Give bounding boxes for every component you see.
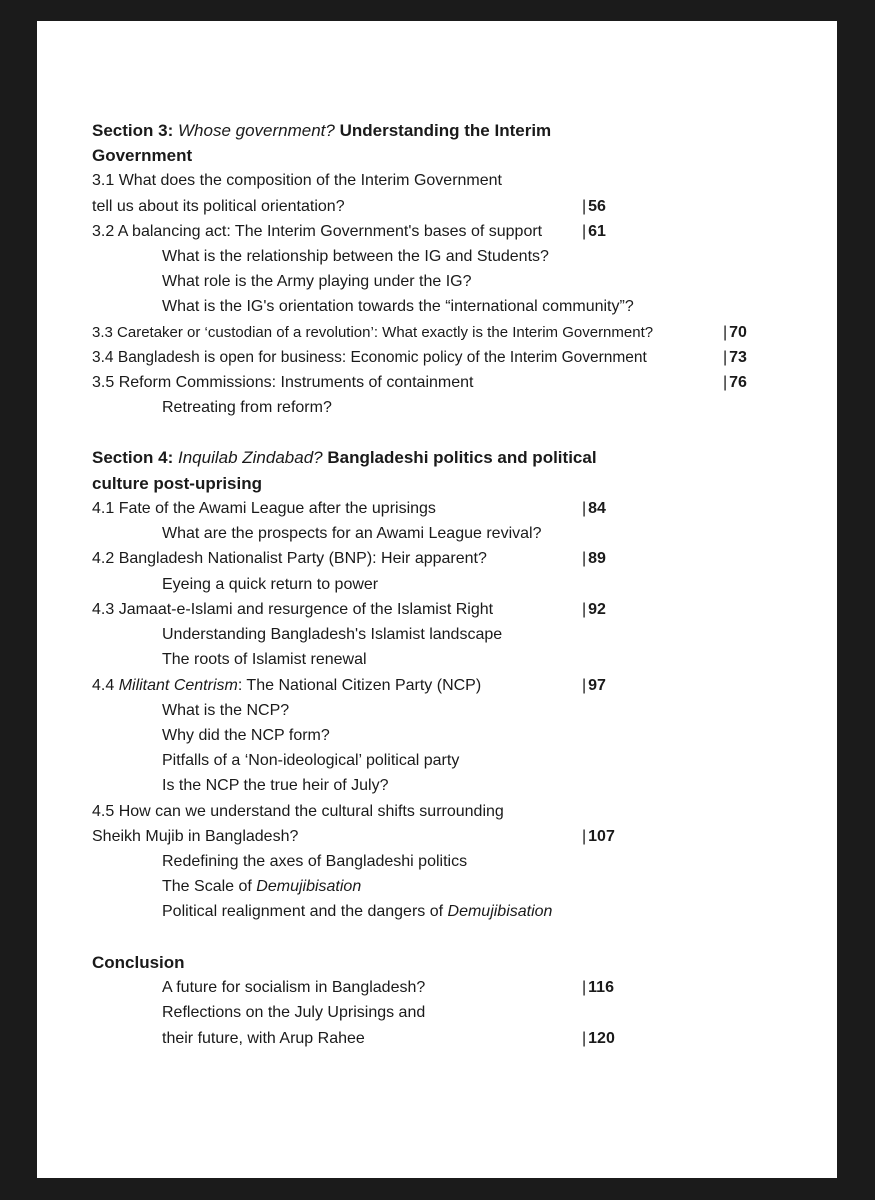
page-mark: | (723, 324, 728, 341)
page-number-3-5 (723, 370, 747, 395)
toc-entry-4-4 (92, 673, 481, 698)
page-mark: | (723, 349, 728, 366)
page-number-3-3 (723, 320, 747, 345)
entry-italic: Militant Centrism (118, 677, 238, 694)
toc-entry-conclusion-2: Reflections on the July Uprisings and (162, 1004, 426, 1021)
page-number-value: 70 (729, 324, 747, 341)
toc-sub-entry: Redefining the axes of Bangladeshi politics (162, 853, 468, 870)
toc-sub-entry: Is the NCP the true heir of July? (162, 777, 389, 794)
toc-sub-entry: What role is the Army playing under the IG? (162, 273, 472, 290)
page-number-value: 120 (588, 1030, 615, 1047)
toc-sub-entry (162, 899, 552, 924)
page-number-value: 92 (588, 601, 606, 618)
toc-entry-4-5-cont: Sheikh Mujib in Bangladesh? (92, 828, 299, 845)
section4-label: Section 4: (92, 448, 174, 467)
page-number-3-1 (582, 194, 606, 219)
document-page (37, 21, 837, 1178)
page-mark: | (582, 828, 587, 845)
page-number-value: 76 (729, 374, 747, 391)
section4-heading-line2: culture post-uprising (92, 474, 262, 493)
toc-sub-entry: What is the NCP? (162, 702, 290, 719)
page-mark: | (582, 500, 587, 517)
page-number-value: 89 (588, 550, 606, 567)
table-of-contents (37, 21, 837, 1178)
sub-entry-text: The Scale of (162, 878, 257, 895)
toc-sub-entry: Understanding Bangladesh's Islamist landscape (162, 626, 503, 643)
toc-entry-3-4: 3.4 Bangladesh is open for business: Economic policy of the Interim Government (92, 349, 647, 366)
page-mark: | (582, 677, 587, 694)
toc-entry-3-1-cont: tell us about its political orientation? (92, 198, 345, 215)
page-number-value: 84 (588, 500, 606, 517)
page-mark: | (723, 374, 728, 391)
page-mark: | (582, 198, 587, 215)
toc-entry-4-5: 4.5 How can we understand the cultural shifts surrounding (92, 803, 504, 820)
toc-entry-3-2: 3.2 A balancing act: The Interim Government's bases of support (92, 223, 543, 240)
sub-entry-italic: Demujibisation (256, 878, 362, 895)
toc-entry-3-3: 3.3 Caretaker or ‘custodian of a revolution’: What exactly is the Interim Government? (92, 324, 654, 341)
section3-heading-line2: Government (92, 146, 193, 165)
page-mark: | (582, 601, 587, 618)
page-number-value: 61 (588, 223, 606, 240)
section3-heading (92, 118, 551, 143)
sub-entry-text: Political realignment and the dangers of (162, 903, 448, 920)
toc-entry-3-1: 3.1 What does the composition of the Interim Government (92, 172, 502, 189)
entry-rest: : The National Citizen Party (NCP) (237, 677, 482, 694)
toc-sub-entry: Retreating from reform? (162, 399, 332, 416)
toc-sub-entry: Why did the NCP form? (162, 727, 330, 744)
page-mark: | (582, 1030, 587, 1047)
page-mark: | (582, 223, 587, 240)
toc-entry-3-5: 3.5 Reform Commissions: Instruments of containment (92, 374, 474, 391)
page-number-4-5 (582, 824, 615, 849)
page-number-conclusion-1 (582, 975, 614, 1000)
section4-title-rest: Bangladeshi politics and political (322, 448, 597, 467)
page-number-4-3 (582, 597, 606, 622)
page-number-3-2 (582, 219, 606, 244)
page-number-value: 56 (588, 198, 606, 215)
sub-entry-italic: Demujibisation (447, 903, 553, 920)
toc-entry-conclusion-1: A future for socialism in Bangladesh? (162, 979, 426, 996)
toc-entry-4-1: 4.1 Fate of the Awami League after the uprisings (92, 500, 436, 517)
section3-title-rest: Understanding the Interim (334, 121, 552, 140)
page-number-4-4 (582, 673, 606, 698)
toc-sub-entry: The roots of Islamist renewal (162, 651, 367, 668)
page-number-4-2 (582, 546, 606, 571)
page-mark: | (582, 550, 587, 567)
toc-entry-4-2: 4.2 Bangladesh Nationalist Party (BNP): Heir apparent? (92, 550, 487, 567)
section4-heading (92, 445, 597, 470)
page-number-4-1 (582, 496, 606, 521)
page-number-value: 97 (588, 677, 606, 694)
toc-sub-entry: What is the relationship between the IG and Students? (162, 248, 549, 265)
toc-sub-entry: Eyeing a quick return to power (162, 576, 379, 593)
toc-sub-entry: What is the IG's orientation towards the “international community”? (162, 298, 634, 315)
page-number-3-4 (723, 345, 747, 370)
page-mark: | (582, 979, 587, 996)
page-number-value: 107 (588, 828, 615, 845)
toc-sub-entry: Pitfalls of a ‘Non-ideological’ political party (162, 752, 460, 769)
entry-number: 4.4 (92, 677, 119, 694)
section3-title-italic: Whose government? (177, 121, 335, 140)
toc-entry-4-3: 4.3 Jamaat-e-Islami and resurgence of the Islamist Right (92, 601, 494, 618)
conclusion-heading: Conclusion (92, 953, 185, 972)
toc-sub-entry (162, 874, 361, 899)
page-number-value: 73 (729, 349, 747, 366)
toc-sub-entry: What are the prospects for an Awami League revival? (162, 525, 542, 542)
page-number-value: 116 (588, 979, 614, 996)
section4-title-italic: Inquilab Zindabad? (177, 448, 323, 467)
toc-entry-conclusion-2-cont: their future, with Arup Rahee (162, 1030, 365, 1047)
page-number-conclusion-2 (582, 1026, 615, 1051)
section3-label: Section 3: (92, 121, 174, 140)
